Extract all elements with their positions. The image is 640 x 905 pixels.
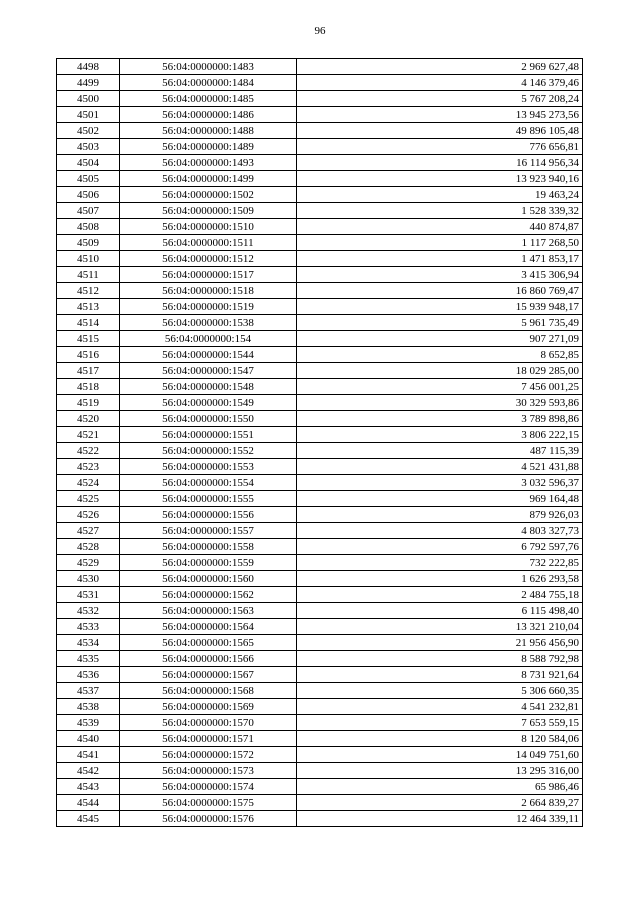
row-number-cell: 4545 (57, 811, 120, 827)
cadastral-value-cell: 8 652,85 (297, 347, 583, 363)
cadastral-value-cell: 3 032 596,37 (297, 475, 583, 491)
cadastral-number-cell: 56:04:0000000:1511 (120, 235, 297, 251)
cadastral-number-cell: 56:04:0000000:1486 (120, 107, 297, 123)
cadastral-number-cell: 56:04:0000000:1502 (120, 187, 297, 203)
table-row (57, 571, 583, 587)
cadastral-value-cell: 13 945 273,56 (297, 107, 583, 123)
table-row (57, 779, 583, 795)
row-number-cell: 4508 (57, 219, 120, 235)
row-number-cell: 4539 (57, 715, 120, 731)
table-row (57, 299, 583, 315)
cadastral-number-cell: 56:04:0000000:1551 (120, 427, 297, 443)
row-number-cell: 4503 (57, 139, 120, 155)
cadastral-value-cell: 1 117 268,50 (297, 235, 583, 251)
cadastral-value-cell: 49 896 105,48 (297, 123, 583, 139)
row-number-cell: 4542 (57, 763, 120, 779)
table-row (57, 347, 583, 363)
row-number-cell: 4512 (57, 283, 120, 299)
row-number-cell: 4507 (57, 203, 120, 219)
cadastral-number-cell: 56:04:0000000:1547 (120, 363, 297, 379)
cadastral-value-cell: 19 463,24 (297, 187, 583, 203)
row-number-cell: 4504 (57, 155, 120, 171)
row-number-cell: 4544 (57, 795, 120, 811)
row-number-cell: 4541 (57, 747, 120, 763)
cadastral-value-cell: 15 939 948,17 (297, 299, 583, 315)
row-number-cell: 4516 (57, 347, 120, 363)
cadastral-value-cell: 732 222,85 (297, 555, 583, 571)
table-row (57, 331, 583, 347)
cadastral-value-cell: 16 860 769,47 (297, 283, 583, 299)
row-number-cell: 4537 (57, 683, 120, 699)
cadastral-value-cell: 4 541 232,81 (297, 699, 583, 715)
cadastral-value-cell: 21 956 456,90 (297, 635, 583, 651)
cadastral-number-cell: 56:04:0000000:1499 (120, 171, 297, 187)
row-number-cell: 4528 (57, 539, 120, 555)
table-row (57, 459, 583, 475)
cadastral-number-cell: 56:04:0000000:1576 (120, 811, 297, 827)
table-row (57, 155, 583, 171)
cadastral-value-cell: 2 664 839,27 (297, 795, 583, 811)
cadastral-number-cell: 56:04:0000000:1510 (120, 219, 297, 235)
cadastral-number-cell: 56:04:0000000:1552 (120, 443, 297, 459)
row-number-cell: 4526 (57, 507, 120, 523)
row-number-cell: 4531 (57, 587, 120, 603)
table-row (57, 731, 583, 747)
row-number-cell: 4499 (57, 75, 120, 91)
cadastral-value-cell: 4 803 327,73 (297, 523, 583, 539)
row-number-cell: 4501 (57, 107, 120, 123)
cadastral-number-cell: 56:04:0000000:1489 (120, 139, 297, 155)
table-row (57, 139, 583, 155)
cadastral-number-cell: 56:04:0000000:1517 (120, 267, 297, 283)
table-row (57, 123, 583, 139)
cadastral-number-cell: 56:04:0000000:1509 (120, 203, 297, 219)
table-row (57, 635, 583, 651)
cadastral-number-cell: 56:04:0000000:1519 (120, 299, 297, 315)
cadastral-number-cell: 56:04:0000000:1569 (120, 699, 297, 715)
table-row (57, 811, 583, 827)
cadastral-value-cell: 3 415 306,94 (297, 267, 583, 283)
row-number-cell: 4513 (57, 299, 120, 315)
cadastral-value-cell: 1 471 853,17 (297, 251, 583, 267)
cadastral-number-cell: 56:04:0000000:1575 (120, 795, 297, 811)
row-number-cell: 4538 (57, 699, 120, 715)
cadastral-number-cell: 56:04:0000000:1548 (120, 379, 297, 395)
row-number-cell: 4534 (57, 635, 120, 651)
row-number-cell: 4500 (57, 91, 120, 107)
cadastral-value-cell: 7 456 001,25 (297, 379, 583, 395)
cadastral-number-cell: 56:04:0000000:1573 (120, 763, 297, 779)
row-number-cell: 4527 (57, 523, 120, 539)
table-row (57, 683, 583, 699)
cadastral-value-cell: 14 049 751,60 (297, 747, 583, 763)
table-row (57, 523, 583, 539)
row-number-cell: 4524 (57, 475, 120, 491)
cadastral-value-cell: 776 656,81 (297, 139, 583, 155)
cadastral-value-cell: 6 792 597,76 (297, 539, 583, 555)
cadastral-value-cell: 907 271,09 (297, 331, 583, 347)
cadastral-value-cell: 30 329 593,86 (297, 395, 583, 411)
cadastral-number-cell: 56:04:0000000:1484 (120, 75, 297, 91)
table-row (57, 667, 583, 683)
cadastral-number-cell: 56:04:0000000:1570 (120, 715, 297, 731)
cadastral-number-cell: 56:04:0000000:1574 (120, 779, 297, 795)
table-row (57, 59, 583, 75)
row-number-cell: 4511 (57, 267, 120, 283)
cadastral-value-cell: 16 114 956,34 (297, 155, 583, 171)
cadastral-number-cell: 56:04:0000000:1566 (120, 651, 297, 667)
cadastral-number-cell: 56:04:0000000:1512 (120, 251, 297, 267)
cadastral-number-cell: 56:04:0000000:1483 (120, 59, 297, 75)
table-row (57, 267, 583, 283)
cadastral-number-cell: 56:04:0000000:1558 (120, 539, 297, 555)
row-number-cell: 4543 (57, 779, 120, 795)
table-row (57, 411, 583, 427)
table-row (57, 283, 583, 299)
table-row (57, 395, 583, 411)
registry-table-body (57, 59, 583, 827)
table-row (57, 715, 583, 731)
cadastral-value-cell: 5 306 660,35 (297, 683, 583, 699)
cadastral-number-cell: 56:04:0000000:1571 (120, 731, 297, 747)
cadastral-value-cell: 13 321 210,04 (297, 619, 583, 635)
cadastral-number-cell: 56:04:0000000:1568 (120, 683, 297, 699)
row-number-cell: 4536 (57, 667, 120, 683)
table-row (57, 587, 583, 603)
cadastral-number-cell: 56:04:0000000:1493 (120, 155, 297, 171)
table-row (57, 555, 583, 571)
table-row (57, 763, 583, 779)
cadastral-number-cell: 56:04:0000000:1565 (120, 635, 297, 651)
table-row (57, 379, 583, 395)
cadastral-value-cell: 4 146 379,46 (297, 75, 583, 91)
cadastral-value-cell: 8 120 584,06 (297, 731, 583, 747)
page-number: 96 (314, 25, 326, 37)
row-number-cell: 4533 (57, 619, 120, 635)
cadastral-number-cell: 56:04:0000000:1544 (120, 347, 297, 363)
cadastral-number-cell: 56:04:0000000:1556 (120, 507, 297, 523)
table-row (57, 427, 583, 443)
cadastral-number-cell: 56:04:0000000:1518 (120, 283, 297, 299)
cadastral-number-cell: 56:04:0000000:1554 (120, 475, 297, 491)
table-row (57, 75, 583, 91)
table-row (57, 315, 583, 331)
table-row (57, 475, 583, 491)
cadastral-number-cell: 56:04:0000000:1488 (120, 123, 297, 139)
cadastral-number-cell: 56:04:0000000:1485 (120, 91, 297, 107)
cadastral-value-cell: 3 806 222,15 (297, 427, 583, 443)
row-number-cell: 4510 (57, 251, 120, 267)
row-number-cell: 4532 (57, 603, 120, 619)
cadastral-value-cell: 969 164,48 (297, 491, 583, 507)
cadastral-number-cell: 56:04:0000000:1553 (120, 459, 297, 475)
cadastral-value-cell: 12 464 339,11 (297, 811, 583, 827)
row-number-cell: 4515 (57, 331, 120, 347)
cadastral-value-cell: 6 115 498,40 (297, 603, 583, 619)
cadastral-value-cell: 487 115,39 (297, 443, 583, 459)
row-number-cell: 4498 (57, 59, 120, 75)
row-number-cell: 4522 (57, 443, 120, 459)
table-row (57, 699, 583, 715)
table-row (57, 491, 583, 507)
row-number-cell: 4518 (57, 379, 120, 395)
table-row (57, 203, 583, 219)
table-row (57, 187, 583, 203)
row-number-cell: 4520 (57, 411, 120, 427)
row-number-cell: 4540 (57, 731, 120, 747)
table-row (57, 235, 583, 251)
cadastral-value-cell: 8 731 921,64 (297, 667, 583, 683)
cadastral-value-cell: 13 923 940,16 (297, 171, 583, 187)
table-row (57, 747, 583, 763)
cadastral-value-cell: 879 926,03 (297, 507, 583, 523)
cadastral-number-cell: 56:04:0000000:1549 (120, 395, 297, 411)
row-number-cell: 4514 (57, 315, 120, 331)
table-row (57, 107, 583, 123)
row-number-cell: 4523 (57, 459, 120, 475)
cadastral-number-cell: 56:04:0000000:1564 (120, 619, 297, 635)
row-number-cell: 4519 (57, 395, 120, 411)
row-number-cell: 4517 (57, 363, 120, 379)
cadastral-number-cell: 56:04:0000000:1567 (120, 667, 297, 683)
row-number-cell: 4535 (57, 651, 120, 667)
cadastral-value-cell: 18 029 285,00 (297, 363, 583, 379)
row-number-cell: 4521 (57, 427, 120, 443)
cadastral-number-cell: 56:04:0000000:1557 (120, 523, 297, 539)
cadastral-value-cell: 3 789 898,86 (297, 411, 583, 427)
table-row (57, 171, 583, 187)
cadastral-number-cell: 56:04:0000000:1538 (120, 315, 297, 331)
row-number-cell: 4502 (57, 123, 120, 139)
cadastral-number-cell: 56:04:0000000:1560 (120, 571, 297, 587)
table-row (57, 651, 583, 667)
row-number-cell: 4525 (57, 491, 120, 507)
row-number-cell: 4509 (57, 235, 120, 251)
cadastral-value-cell: 13 295 316,00 (297, 763, 583, 779)
table-row (57, 363, 583, 379)
cadastral-value-cell: 5 767 208,24 (297, 91, 583, 107)
table-row (57, 603, 583, 619)
cadastral-value-cell: 65 986,46 (297, 779, 583, 795)
cadastral-number-cell: 56:04:0000000:1563 (120, 603, 297, 619)
row-number-cell: 4506 (57, 187, 120, 203)
cadastral-value-cell: 8 588 792,98 (297, 651, 583, 667)
cadastral-value-cell: 1 626 293,58 (297, 571, 583, 587)
table-row (57, 619, 583, 635)
cadastral-number-cell: 56:04:0000000:1559 (120, 555, 297, 571)
table-row (57, 219, 583, 235)
cadastral-value-cell: 440 874,87 (297, 219, 583, 235)
cadastral-number-cell: 56:04:0000000:1550 (120, 411, 297, 427)
table-row (57, 443, 583, 459)
cadastral-number-cell: 56:04:0000000:1562 (120, 587, 297, 603)
cadastral-value-cell: 5 961 735,49 (297, 315, 583, 331)
cadastral-number-cell: 56:04:0000000:1572 (120, 747, 297, 763)
cadastral-value-cell: 2 484 755,18 (297, 587, 583, 603)
table-row (57, 507, 583, 523)
cadastral-number-cell: 56:04:0000000:1555 (120, 491, 297, 507)
cadastral-value-cell: 1 528 339,32 (297, 203, 583, 219)
row-number-cell: 4505 (57, 171, 120, 187)
table-row (57, 539, 583, 555)
table-row (57, 91, 583, 107)
table-row (57, 795, 583, 811)
cadastral-value-cell: 7 653 559,15 (297, 715, 583, 731)
registry-table (56, 58, 583, 827)
row-number-cell: 4529 (57, 555, 120, 571)
cadastral-value-cell: 4 521 431,88 (297, 459, 583, 475)
table-row (57, 251, 583, 267)
row-number-cell: 4530 (57, 571, 120, 587)
cadastral-number-cell: 56:04:0000000:154 (120, 331, 297, 347)
cadastral-value-cell: 2 969 627,48 (297, 59, 583, 75)
